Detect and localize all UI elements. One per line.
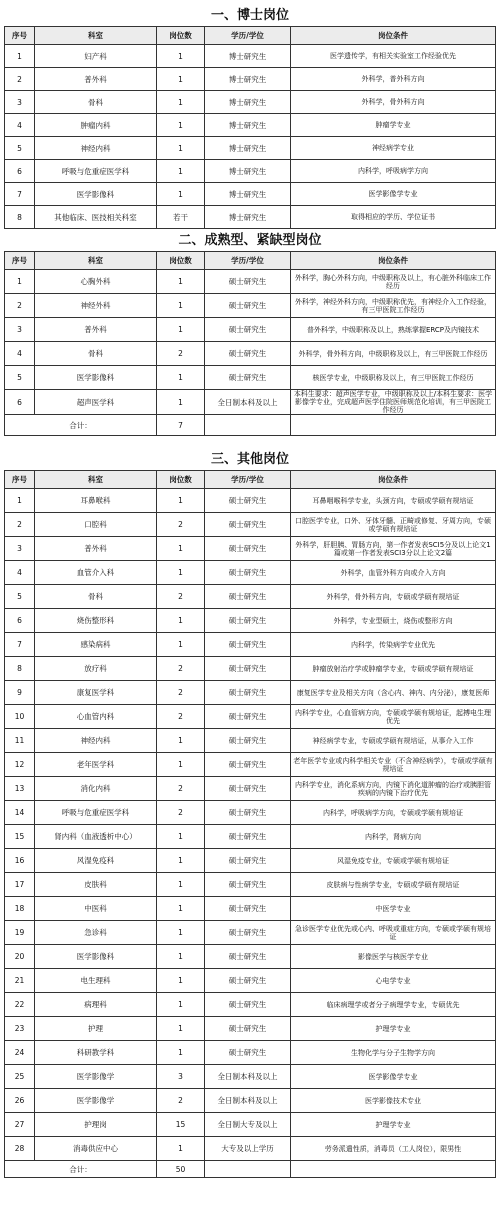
cell-department: 血管介入科 bbox=[35, 561, 157, 585]
cell-department: 消化内科 bbox=[35, 777, 157, 801]
cell-conditions: 医学影像学专业 bbox=[291, 1065, 496, 1089]
cell-positions: 若干 bbox=[157, 206, 205, 229]
header-positions: 岗位数 bbox=[157, 252, 205, 270]
table-row bbox=[5, 705, 496, 729]
table-row bbox=[5, 1089, 496, 1113]
cell-department: 神经内科 bbox=[35, 137, 157, 160]
header-education: 学历/学位 bbox=[205, 252, 291, 270]
header-department: 科室 bbox=[35, 252, 157, 270]
cell-conditions: 耳鼻咽喉科学专业，头颈方向，专硕或学硕有规培证 bbox=[291, 489, 496, 513]
table-row bbox=[5, 1017, 496, 1041]
cell-education: 博士研究生 bbox=[205, 91, 291, 114]
cell-conditions: 急诊医学专业优先或心内、呼吸或重症方向，专硕或学硕有规培证 bbox=[291, 921, 496, 945]
table-row bbox=[5, 68, 496, 91]
cell-department: 康复医学科 bbox=[35, 681, 157, 705]
cell-index: 6 bbox=[5, 390, 35, 415]
cell-education: 硕士研究生 bbox=[205, 849, 291, 873]
cell-index: 7 bbox=[5, 183, 35, 206]
cell-positions: 1 bbox=[157, 489, 205, 513]
cell-positions: 2 bbox=[157, 1089, 205, 1113]
cell-department: 耳鼻喉科 bbox=[35, 489, 157, 513]
cell-education: 全日制大专及以上 bbox=[205, 1113, 291, 1137]
cell-department: 超声医学科 bbox=[35, 390, 157, 415]
cell-education: 硕士研究生 bbox=[205, 681, 291, 705]
cell-department: 普外科 bbox=[35, 318, 157, 342]
cell-index: 28 bbox=[5, 1137, 35, 1161]
cell-positions: 2 bbox=[157, 681, 205, 705]
cell-index: 1 bbox=[5, 270, 35, 294]
cell-conditions: 风湿免疫专业，专硕或学硕有规培证 bbox=[291, 849, 496, 873]
cell-conditions: 心电学专业 bbox=[291, 969, 496, 993]
cell-department: 骨科 bbox=[35, 91, 157, 114]
cell-positions: 2 bbox=[157, 777, 205, 801]
header-department: 科室 bbox=[35, 471, 157, 489]
table-row bbox=[5, 609, 496, 633]
cell-conditions: 神经病学专业，专硕或学硕有规培证，从事介入工作 bbox=[291, 729, 496, 753]
recruitment-document bbox=[4, 4, 496, 1178]
cell-index: 5 bbox=[5, 366, 35, 390]
section-title: 一、博士岗位 bbox=[210, 7, 289, 23]
cell-index: 1 bbox=[5, 45, 35, 68]
table-row bbox=[5, 921, 496, 945]
cell-education: 硕士研究生 bbox=[205, 1041, 291, 1065]
cell-education: 硕士研究生 bbox=[205, 657, 291, 681]
cell-department: 神经内科 bbox=[35, 729, 157, 753]
cell-positions: 1 bbox=[157, 633, 205, 657]
cell-conditions: 内科学，呼吸病学方向 bbox=[291, 160, 496, 183]
section-table-other bbox=[4, 448, 496, 1178]
cell-index: 5 bbox=[5, 137, 35, 160]
cell-conditions: 肿瘤学专业 bbox=[291, 114, 496, 137]
cell-index: 25 bbox=[5, 1065, 35, 1089]
cell-index: 18 bbox=[5, 897, 35, 921]
cell-conditions: 外科学，骨外科方向，专硕或学硕有规培证 bbox=[291, 585, 496, 609]
cell-education: 硕士研究生 bbox=[205, 537, 291, 561]
section-title: 二、成熟型、紧缺型岗位 bbox=[178, 232, 322, 248]
cell-positions: 3 bbox=[157, 1065, 205, 1089]
cell-index: 24 bbox=[5, 1041, 35, 1065]
cell-conditions: 外科学，神经外科方向，中级职称优先，有神经介入工作经验，有三甲医院工作经历 bbox=[291, 294, 496, 318]
cell-index: 14 bbox=[5, 801, 35, 825]
table-row bbox=[5, 753, 496, 777]
cell-positions: 1 bbox=[157, 609, 205, 633]
table-row bbox=[5, 318, 496, 342]
cell-conditions: 医学遗传学，有相关实验室工作经验优先 bbox=[291, 45, 496, 68]
cell-conditions: 外科学，血管外科方向或介入方向 bbox=[291, 561, 496, 585]
cell-department: 医学影像学 bbox=[35, 1065, 157, 1089]
cell-index: 26 bbox=[5, 1089, 35, 1113]
cell-positions: 1 bbox=[157, 318, 205, 342]
cell-positions: 1 bbox=[157, 160, 205, 183]
cell-positions: 1 bbox=[157, 561, 205, 585]
cell-department: 病理科 bbox=[35, 993, 157, 1017]
header-conditions: 岗位条件 bbox=[291, 471, 496, 489]
total-value: 7 bbox=[157, 415, 205, 436]
cell-department: 放疗科 bbox=[35, 657, 157, 681]
cell-positions: 1 bbox=[157, 45, 205, 68]
cell-positions: 1 bbox=[157, 390, 205, 415]
cell-positions: 1 bbox=[157, 68, 205, 91]
cell-education: 硕士研究生 bbox=[205, 609, 291, 633]
table-row bbox=[5, 849, 496, 873]
cell-department: 风湿免疫科 bbox=[35, 849, 157, 873]
cell-department: 其他临床、医技相关科室 bbox=[35, 206, 157, 229]
cell-conditions: 外科学，骨外科方向，中级职称及以上，有三甲医院工作经历 bbox=[291, 342, 496, 366]
table-body bbox=[5, 45, 496, 229]
cell-conditions: 外科学，专业型硕士，烧伤或整形方向 bbox=[291, 609, 496, 633]
table-row bbox=[5, 801, 496, 825]
cell-index: 21 bbox=[5, 969, 35, 993]
total-row bbox=[5, 1161, 496, 1178]
cell-conditions: 生物化学与分子生物学方向 bbox=[291, 1041, 496, 1065]
cell-index: 2 bbox=[5, 513, 35, 537]
cell-index: 13 bbox=[5, 777, 35, 801]
cell-conditions: 护理学专业 bbox=[291, 1017, 496, 1041]
cell-department: 呼吸与危重症医学科 bbox=[35, 160, 157, 183]
cell-conditions: 老年医学专业或内科学相关专业（不含神经病学），专硕或学硕有规培证 bbox=[291, 753, 496, 777]
cell-index: 3 bbox=[5, 537, 35, 561]
cell-education: 硕士研究生 bbox=[205, 777, 291, 801]
cell-index: 12 bbox=[5, 753, 35, 777]
table-row bbox=[5, 91, 496, 114]
cell-conditions: 皮肤病与性病学专业，专硕或学硕有规培证 bbox=[291, 873, 496, 897]
cell-education: 硕士研究生 bbox=[205, 705, 291, 729]
table-row bbox=[5, 1065, 496, 1089]
cell-education: 全日制本科及以上 bbox=[205, 390, 291, 415]
header-positions: 岗位数 bbox=[157, 27, 205, 45]
table-row bbox=[5, 561, 496, 585]
table-row bbox=[5, 45, 496, 68]
cell-conditions: 核医学专业，中级职称及以上，有三甲医院工作经历 bbox=[291, 366, 496, 390]
cell-education: 硕士研究生 bbox=[205, 753, 291, 777]
table-row bbox=[5, 390, 496, 415]
cell-positions: 1 bbox=[157, 366, 205, 390]
cell-conditions: 口腔医学专业，口外、牙体牙髓、正畸或修复、牙周方向，专硕或学硕有规培证 bbox=[291, 513, 496, 537]
cell-education: 硕士研究生 bbox=[205, 945, 291, 969]
cell-department: 心胸外科 bbox=[35, 270, 157, 294]
cell-positions: 2 bbox=[157, 705, 205, 729]
table-row bbox=[5, 1041, 496, 1065]
cell-conditions: 护理学专业 bbox=[291, 1113, 496, 1137]
cell-conditions: 临床病理学或者分子病理学专业，专硕优先 bbox=[291, 993, 496, 1017]
table-row bbox=[5, 969, 496, 993]
cell-index: 3 bbox=[5, 91, 35, 114]
cell-conditions: 内科学专业，心血管病方向，专硕或学硕有规培证，起搏电生理优先 bbox=[291, 705, 496, 729]
table-row bbox=[5, 1113, 496, 1137]
cell-positions: 2 bbox=[157, 585, 205, 609]
table-row bbox=[5, 777, 496, 801]
table-body bbox=[5, 489, 496, 1161]
cell-education: 全日制本科及以上 bbox=[205, 1065, 291, 1089]
cell-department: 神经外科 bbox=[35, 294, 157, 318]
cell-positions: 2 bbox=[157, 342, 205, 366]
cell-positions: 1 bbox=[157, 91, 205, 114]
cell-education: 博士研究生 bbox=[205, 137, 291, 160]
cell-index: 4 bbox=[5, 114, 35, 137]
cell-index: 11 bbox=[5, 729, 35, 753]
cell-positions: 1 bbox=[157, 729, 205, 753]
cell-index: 2 bbox=[5, 68, 35, 91]
cell-education: 博士研究生 bbox=[205, 114, 291, 137]
cell-department: 消毒供应中心 bbox=[35, 1137, 157, 1161]
cell-positions: 1 bbox=[157, 849, 205, 873]
cell-index: 10 bbox=[5, 705, 35, 729]
cell-education: 博士研究生 bbox=[205, 160, 291, 183]
cell-positions: 1 bbox=[157, 945, 205, 969]
cell-department: 医学影像科 bbox=[35, 366, 157, 390]
cell-index: 5 bbox=[5, 585, 35, 609]
cell-department: 感染病科 bbox=[35, 633, 157, 657]
header-index: 序号 bbox=[5, 27, 35, 45]
cell-department: 呼吸与危重症医学科 bbox=[35, 801, 157, 825]
cell-conditions: 医学影像技术专业 bbox=[291, 1089, 496, 1113]
cell-department: 普外科 bbox=[35, 68, 157, 91]
cell-education: 硕士研究生 bbox=[205, 825, 291, 849]
total-label: 合计： bbox=[5, 415, 157, 436]
cell-index: 22 bbox=[5, 993, 35, 1017]
table-row bbox=[5, 657, 496, 681]
total-label: 合计： bbox=[5, 1161, 157, 1178]
cell-conditions: 影像医学与核医学专业 bbox=[291, 945, 496, 969]
header-index: 序号 bbox=[5, 471, 35, 489]
table-row bbox=[5, 489, 496, 513]
table-row bbox=[5, 183, 496, 206]
cell-index: 19 bbox=[5, 921, 35, 945]
cell-index: 8 bbox=[5, 206, 35, 229]
cell-index: 4 bbox=[5, 342, 35, 366]
cell-education: 大专及以上学历 bbox=[205, 1137, 291, 1161]
cell-conditions: 康复医学专业及相关方向（含心内、神内、内分泌），康复医师 bbox=[291, 681, 496, 705]
table-row bbox=[5, 270, 496, 294]
cell-index: 6 bbox=[5, 609, 35, 633]
cell-index: 2 bbox=[5, 294, 35, 318]
cell-conditions: 本科生要求：超声医学专业，中级职称及以上/本科生要求：医学影像学专业，完成超声医学住院医师规范化培训，有三甲医院工作经历 bbox=[291, 390, 496, 415]
cell-department: 肾内科（血液透析中心） bbox=[35, 825, 157, 849]
cell-education: 硕士研究生 bbox=[205, 897, 291, 921]
table-row bbox=[5, 873, 496, 897]
table-row bbox=[5, 114, 496, 137]
cell-positions: 2 bbox=[157, 513, 205, 537]
cell-positions: 1 bbox=[157, 270, 205, 294]
cell-department: 烧伤整形科 bbox=[35, 609, 157, 633]
cell-department: 护理岗 bbox=[35, 1113, 157, 1137]
header-positions: 岗位数 bbox=[157, 471, 205, 489]
cell-conditions: 内科学，呼吸病学方向，专硕或学硕有规培证 bbox=[291, 801, 496, 825]
cell-conditions: 肿瘤放射治疗学或肿瘤学专业，专硕或学硕有规培证 bbox=[291, 657, 496, 681]
cell-education: 硕士研究生 bbox=[205, 342, 291, 366]
table-row bbox=[5, 342, 496, 366]
cell-education: 全日制本科及以上 bbox=[205, 1089, 291, 1113]
cell-positions: 1 bbox=[157, 114, 205, 137]
cell-department: 医学影像科 bbox=[35, 945, 157, 969]
cell-index: 3 bbox=[5, 318, 35, 342]
cell-department: 妇产科 bbox=[35, 45, 157, 68]
cell-department: 医学影像学 bbox=[35, 1089, 157, 1113]
cell-education: 硕士研究生 bbox=[205, 969, 291, 993]
cell-department: 肿瘤内科 bbox=[35, 114, 157, 137]
cell-conditions: 神经病学专业 bbox=[291, 137, 496, 160]
cell-department: 电生理科 bbox=[35, 969, 157, 993]
cell-index: 27 bbox=[5, 1113, 35, 1137]
cell-positions: 1 bbox=[157, 1041, 205, 1065]
table-row bbox=[5, 585, 496, 609]
cell-index: 7 bbox=[5, 633, 35, 657]
cell-education: 硕士研究生 bbox=[205, 318, 291, 342]
cell-education: 博士研究生 bbox=[205, 68, 291, 91]
cell-department: 骨科 bbox=[35, 342, 157, 366]
cell-conditions: 普外科学，中级职称及以上，熟练掌握ERCP及内镜技术 bbox=[291, 318, 496, 342]
cell-department: 普外科 bbox=[35, 537, 157, 561]
table-row bbox=[5, 294, 496, 318]
cell-conditions: 医学影像学专业 bbox=[291, 183, 496, 206]
cell-index: 23 bbox=[5, 1017, 35, 1041]
cell-department: 口腔科 bbox=[35, 513, 157, 537]
cell-education: 硕士研究生 bbox=[205, 513, 291, 537]
cell-conditions: 内科学专业，消化系病方向，内镜下消化道肿瘤的治疗或胰胆管疾病的内镜下治疗优先 bbox=[291, 777, 496, 801]
cell-positions: 1 bbox=[157, 1137, 205, 1161]
cell-positions: 2 bbox=[157, 657, 205, 681]
table-header bbox=[5, 252, 496, 270]
cell-conditions: 中医学专业 bbox=[291, 897, 496, 921]
cell-education: 硕士研究生 bbox=[205, 873, 291, 897]
cell-department: 医学影像科 bbox=[35, 183, 157, 206]
cell-positions: 1 bbox=[157, 753, 205, 777]
total-value: 50 bbox=[157, 1161, 205, 1178]
cell-conditions: 内科学，传染病学专业优先 bbox=[291, 633, 496, 657]
cell-positions: 1 bbox=[157, 183, 205, 206]
cell-department: 皮肤科 bbox=[35, 873, 157, 897]
cell-positions: 1 bbox=[157, 1017, 205, 1041]
cell-positions: 1 bbox=[157, 294, 205, 318]
table-row bbox=[5, 681, 496, 705]
cell-education: 博士研究生 bbox=[205, 45, 291, 68]
total-row bbox=[5, 415, 496, 436]
section-table-doctoral bbox=[4, 4, 496, 229]
cell-index: 9 bbox=[5, 681, 35, 705]
table-row bbox=[5, 137, 496, 160]
cell-index: 8 bbox=[5, 657, 35, 681]
table-row bbox=[5, 825, 496, 849]
header-education: 学历/学位 bbox=[205, 471, 291, 489]
cell-department: 护理 bbox=[35, 1017, 157, 1041]
cell-education: 博士研究生 bbox=[205, 183, 291, 206]
cell-education: 硕士研究生 bbox=[205, 729, 291, 753]
cell-conditions: 取得相应的学历、学位证书 bbox=[291, 206, 496, 229]
cell-positions: 2 bbox=[157, 801, 205, 825]
cell-conditions: 外科学，骨外科方向 bbox=[291, 91, 496, 114]
cell-positions: 1 bbox=[157, 897, 205, 921]
header-department: 科室 bbox=[35, 27, 157, 45]
cell-conditions: 内科学，肾病方向 bbox=[291, 825, 496, 849]
table-header bbox=[5, 27, 496, 45]
cell-positions: 1 bbox=[157, 921, 205, 945]
cell-education: 硕士研究生 bbox=[205, 366, 291, 390]
section-title: 三、其他岗位 bbox=[210, 451, 289, 467]
cell-department: 科研教学科 bbox=[35, 1041, 157, 1065]
cell-positions: 1 bbox=[157, 825, 205, 849]
cell-education: 硕士研究生 bbox=[205, 585, 291, 609]
cell-positions: 1 bbox=[157, 537, 205, 561]
table-row bbox=[5, 729, 496, 753]
table-row bbox=[5, 206, 496, 229]
cell-conditions: 劳务派遣性质，消毒员（工人岗位），限男性 bbox=[291, 1137, 496, 1161]
table-row bbox=[5, 897, 496, 921]
cell-department: 老年医学科 bbox=[35, 753, 157, 777]
table-row bbox=[5, 945, 496, 969]
cell-conditions: 外科学，肝胆胰、胃肠方向，第一作者发表SCI5分及以上论文1篇或第一作者发表SCI3分以上论文2篇 bbox=[291, 537, 496, 561]
cell-education: 硕士研究生 bbox=[205, 993, 291, 1017]
cell-education: 硕士研究生 bbox=[205, 921, 291, 945]
cell-education: 硕士研究生 bbox=[205, 801, 291, 825]
cell-positions: 1 bbox=[157, 969, 205, 993]
cell-positions: 1 bbox=[157, 873, 205, 897]
cell-index: 17 bbox=[5, 873, 35, 897]
cell-education: 硕士研究生 bbox=[205, 489, 291, 513]
cell-index: 4 bbox=[5, 561, 35, 585]
table-row bbox=[5, 993, 496, 1017]
cell-education: 硕士研究生 bbox=[205, 270, 291, 294]
table-row bbox=[5, 537, 496, 561]
cell-index: 6 bbox=[5, 160, 35, 183]
cell-index: 1 bbox=[5, 489, 35, 513]
section-table-mature bbox=[4, 229, 496, 436]
cell-positions: 15 bbox=[157, 1113, 205, 1137]
header-education: 学历/学位 bbox=[205, 27, 291, 45]
cell-department: 骨科 bbox=[35, 585, 157, 609]
cell-positions: 1 bbox=[157, 137, 205, 160]
cell-department: 急诊科 bbox=[35, 921, 157, 945]
cell-positions: 1 bbox=[157, 993, 205, 1017]
table-header bbox=[5, 471, 496, 489]
cell-education: 博士研究生 bbox=[205, 206, 291, 229]
table-row bbox=[5, 366, 496, 390]
table-body bbox=[5, 270, 496, 415]
header-conditions: 岗位条件 bbox=[291, 252, 496, 270]
cell-education: 硕士研究生 bbox=[205, 294, 291, 318]
table-row bbox=[5, 1137, 496, 1161]
table-row bbox=[5, 513, 496, 537]
table-row bbox=[5, 160, 496, 183]
cell-conditions: 外科学，普外科方向 bbox=[291, 68, 496, 91]
table-row bbox=[5, 633, 496, 657]
cell-index: 20 bbox=[5, 945, 35, 969]
header-conditions: 岗位条件 bbox=[291, 27, 496, 45]
cell-department: 中医科 bbox=[35, 897, 157, 921]
cell-index: 15 bbox=[5, 825, 35, 849]
header-index: 序号 bbox=[5, 252, 35, 270]
cell-education: 硕士研究生 bbox=[205, 1017, 291, 1041]
cell-education: 硕士研究生 bbox=[205, 561, 291, 585]
cell-conditions: 外科学，胸心外科方向，中级职称及以上，有心脏外科临床工作经历 bbox=[291, 270, 496, 294]
cell-department: 心血管内科 bbox=[35, 705, 157, 729]
cell-education: 硕士研究生 bbox=[205, 633, 291, 657]
cell-index: 16 bbox=[5, 849, 35, 873]
